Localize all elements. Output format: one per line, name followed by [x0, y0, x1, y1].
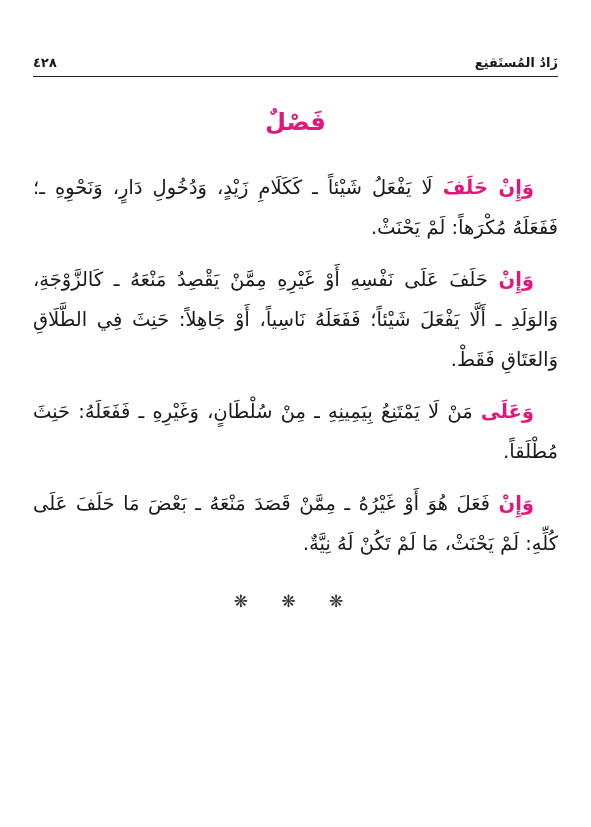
- body-text: [33, 168, 558, 576]
- paragraph-text: لَا يَفْعَلُ شَيْئاً ـ كَكَلَامِ زَيْدٍ، وَدُخُولِ دَارٍ، وَنَحْوِهِ ـ؛ فَفَعَلَهُ مُكْرَهاً: لَمْ يَحْنَثْ.: [33, 176, 558, 239]
- section-title: فَصْلٌ: [265, 108, 326, 136]
- paragraph-lead: وَإِنْ حَلَفَ: [442, 176, 534, 199]
- paragraph-text: فَعَلَ هُوَ أَوْ غَيْرُهُ ـ مِمَّنْ قَصَدَ مَنْعَهُ ـ بَعْضَ مَا حَلَفَ عَلَى كُلِّهِ: لَمْ يَحْنَثْ، مَا لَمْ تَكُنْ لَهُ نِيَّةٌ.: [33, 492, 558, 555]
- paragraph-4: [33, 484, 558, 564]
- page-header: [33, 50, 558, 77]
- running-title: زَادُ المُستَقنِع: [474, 56, 558, 71]
- paragraph-lead: وَإِنْ: [498, 492, 534, 515]
- paragraph-lead: وَإِنْ: [498, 268, 534, 291]
- asterism-separator: ❋ ❋ ❋: [233, 592, 358, 612]
- paragraph-text: حَلَفَ عَلَى نَفْسِهِ أَوْ غَيْرِهِ مِمَّنْ يَقْصِدُ مَنْعَهُ ـ كَالزَّوْجَةِ، وَالوَلَدِ ـ أَلَّا يَفْعَلَ شَيْئاً؛ فَفَعَلَهُ نَاسِياً، أَوْ جَاهِلاً: حَنِثَ فِي الطَّلَاقِ وَالعَتَاقِ فَقَطْ.: [33, 268, 558, 371]
- paragraph-1: [33, 168, 558, 248]
- paragraph-3: [33, 392, 558, 472]
- paragraph-2: [33, 260, 558, 380]
- paragraph-lead: وَعَلَى: [480, 400, 534, 423]
- paragraph-text: مَنْ لَا يَمْتَنِعُ بِيَمِينِهِ ـ مِنْ سُلْطَانٍ، وَغَيْرِهِ ـ فَفَعَلَهُ: حَنِثَ مُطْلَقاً.: [33, 400, 558, 463]
- page-number: ٤٢٨: [33, 56, 57, 71]
